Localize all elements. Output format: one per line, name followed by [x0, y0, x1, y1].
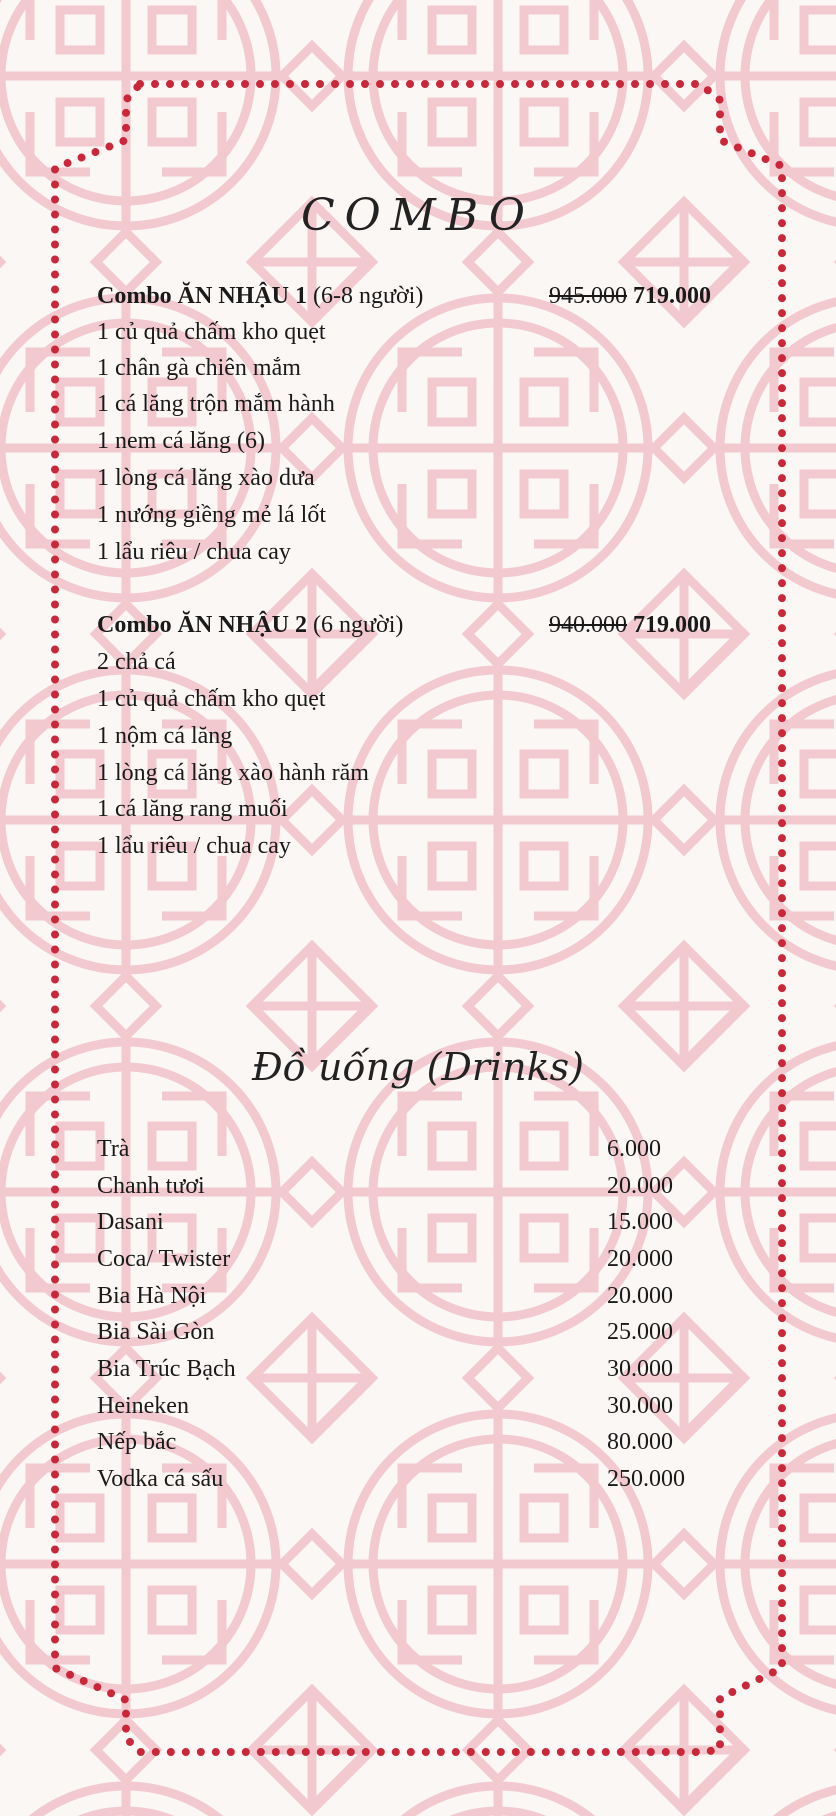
drink-price: 20.000	[607, 1173, 673, 1199]
drink-price: 6.000	[607, 1136, 661, 1162]
drink-row	[97, 1241, 737, 1277]
drink-price: 30.000	[607, 1356, 673, 1382]
combo-2-item: 2 chả cá	[97, 649, 176, 675]
drink-name: Vodka cá sấu	[97, 1466, 224, 1492]
combo-2-price	[549, 607, 711, 643]
drink-row	[97, 1278, 737, 1314]
combo-1-item: 1 củ quả chấm kho quẹt	[97, 319, 326, 345]
drink-price: 20.000	[607, 1246, 673, 1272]
combo-2-item: 1 cá lăng rang muối	[97, 796, 288, 822]
combo-1-header	[97, 278, 737, 314]
combo-2-name: Combo ĂN NHẬU 2	[97, 612, 307, 638]
combo-1-item: 1 lòng cá lăng xào dưa	[97, 465, 315, 491]
combo-1-item: 1 nem cá lăng (6)	[97, 428, 265, 454]
combo-1-item: 1 cá lăng trộn mắm hành	[97, 391, 335, 417]
combo-1-price	[549, 278, 711, 314]
drink-price: 15.000	[607, 1209, 673, 1235]
drink-row	[97, 1168, 737, 1204]
drink-name: Bia Hà Nội	[97, 1283, 207, 1309]
drink-row	[97, 1131, 737, 1167]
drink-name: Coca/ Twister	[97, 1246, 231, 1272]
combo-1-old-price: 945.000	[549, 283, 627, 309]
drink-row	[97, 1314, 737, 1350]
drink-name: Nếp bắc	[97, 1429, 177, 1455]
combo-title: COMBO	[300, 190, 535, 241]
combo-1-new-price: 719.000	[633, 283, 711, 309]
drink-price: 30.000	[607, 1393, 673, 1419]
drink-name: Chanh tươi	[97, 1173, 205, 1199]
drink-name: Bia Trúc Bạch	[97, 1356, 236, 1382]
combo-2-item: 1 lòng cá lăng xào hành răm	[97, 760, 369, 786]
combo-2-item: 1 củ quả chấm kho quẹt	[97, 686, 326, 712]
combo-1-serves: (6-8 người)	[307, 283, 424, 309]
combo-1-item: 1 chân gà chiên mắm	[97, 355, 301, 381]
combo-1-item: 1 lẩu riêu / chua cay	[97, 539, 291, 565]
drink-price: 25.000	[607, 1319, 673, 1345]
drink-row	[97, 1204, 737, 1240]
drink-row	[97, 1424, 737, 1460]
drink-row	[97, 1461, 737, 1497]
drink-price: 250.000	[607, 1466, 685, 1492]
combo-2-old-price: 940.000	[549, 612, 627, 638]
combo-2-item: 1 nộm cá lăng	[97, 723, 233, 749]
drink-row	[97, 1351, 737, 1387]
drink-name: Bia Sài Gòn	[97, 1319, 215, 1345]
drink-price: 20.000	[607, 1283, 673, 1309]
combo-2-serves: (6 người)	[307, 612, 404, 638]
combo-2-header	[97, 607, 737, 643]
combo-1-name: Combo ĂN NHẬU 1	[97, 283, 307, 309]
drink-name: Heineken	[97, 1393, 189, 1419]
drink-row	[97, 1388, 737, 1424]
drinks-title: Đồ uống (Drinks)	[251, 1045, 585, 1089]
drink-name: Trà	[97, 1136, 130, 1162]
combo-1-item: 1 nướng giềng mẻ lá lốt	[97, 502, 326, 528]
drink-name: Dasani	[97, 1209, 164, 1235]
combo-2-new-price: 719.000	[633, 612, 711, 638]
drink-price: 80.000	[607, 1429, 673, 1455]
combo-2-item: 1 lẩu riêu / chua cay	[97, 833, 291, 859]
